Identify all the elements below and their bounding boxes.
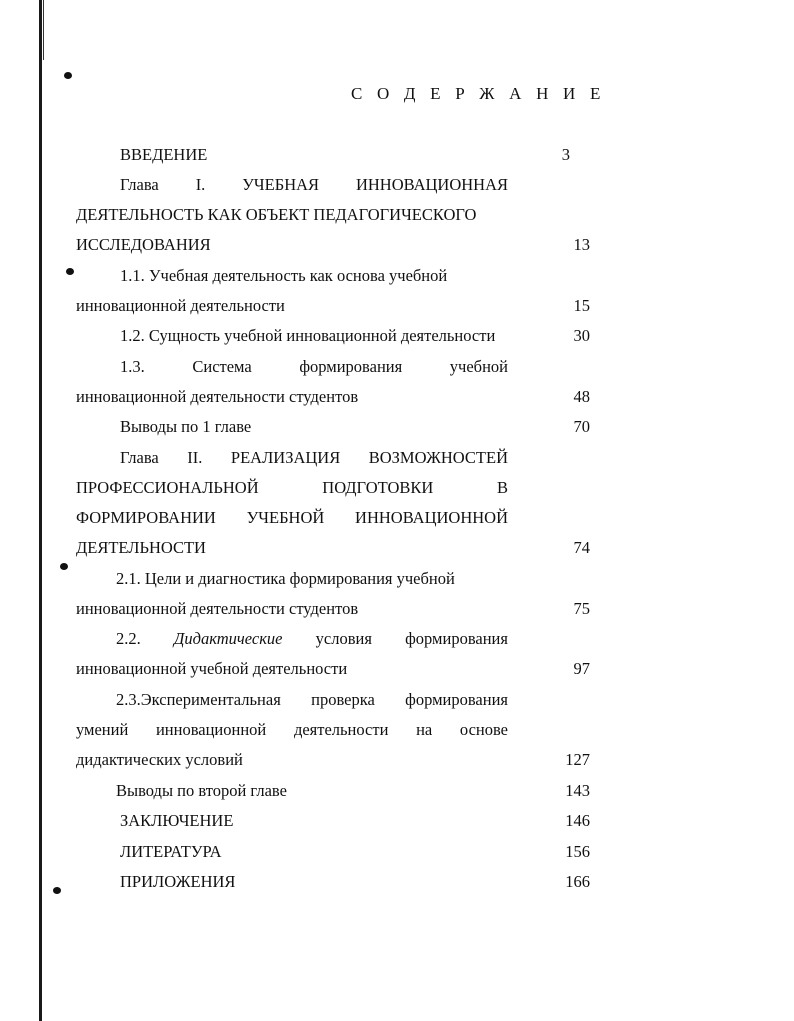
toc-word: 2.3.Экспериментальная	[116, 690, 281, 709]
toc-entry-section-1-2: 1.2. Сущность учебной инновационной деятельности	[120, 326, 496, 345]
toc-entry-conclusions-1: Выводы по 1 главе	[120, 417, 252, 436]
toc-word: деятельности	[293, 720, 389, 739]
toc-word: РЕАЛИЗАЦИЯ	[230, 448, 341, 467]
toc-word: 2.2.	[116, 629, 141, 648]
toc-entry-section-2-3	[116, 690, 508, 710]
toc-word: I.	[195, 175, 206, 194]
toc-entry-chapter-2-line4: ДЕЯТЕЛЬНОСТИ	[76, 538, 206, 557]
toc-page-number: 127	[565, 750, 590, 769]
toc-word: формирования	[405, 690, 508, 709]
toc-entry-chapter-1-line3: ИССЛЕДОВАНИЯ	[76, 235, 211, 254]
page-title: С О Д Е Р Ж А Н И Е	[351, 84, 606, 103]
toc-entry-chapter-2-line3	[76, 508, 508, 528]
toc-word: ПОДГОТОВКИ	[322, 478, 434, 497]
toc-word: проверка	[311, 690, 375, 709]
toc-page-number: 30	[573, 326, 590, 345]
toc-page-number: 143	[565, 781, 590, 800]
toc-word: В	[496, 478, 508, 497]
toc-entry-section-1-1-line2: инновационной деятельности	[76, 296, 285, 315]
toc-entry-appendix: ПРИЛОЖЕНИЯ	[120, 872, 236, 891]
toc-page-number: 166	[565, 872, 590, 891]
toc-word: формирования	[405, 629, 508, 648]
punch-hole-mark	[66, 268, 74, 275]
scan-edge-line	[43, 0, 44, 60]
toc-page-number: 74	[573, 538, 590, 557]
toc-entry-conclusion: ЗАКЛЮЧЕНИЕ	[120, 811, 234, 830]
toc-entry-chapter-2	[120, 448, 508, 468]
toc-entry-intro: ВВЕДЕНИЕ	[120, 145, 208, 164]
toc-page-number: 156	[565, 842, 590, 861]
toc-entry-chapter-2-line2	[76, 478, 508, 498]
toc-word: Система	[192, 357, 252, 376]
toc-word: ИННОВАЦИОННОЙ	[355, 508, 508, 527]
toc-page-number: 13	[573, 235, 590, 254]
toc-page-number: 3	[561, 145, 570, 164]
toc-word: II.	[187, 448, 203, 467]
toc-entry-literature: ЛИТЕРАТУРА	[120, 842, 222, 861]
toc-page-number: 146	[565, 811, 590, 830]
toc-word: ФОРМИРОВАНИИ	[76, 508, 216, 527]
toc-entry-section-1-3-line2: инновационной деятельности студентов	[76, 387, 359, 406]
toc-word: инновационной	[155, 720, 267, 739]
toc-entry-section-2-3-line3: дидактических условий	[76, 750, 243, 769]
toc-entry-section-1-3	[120, 357, 508, 377]
toc-page-number: 70	[573, 417, 590, 436]
toc-entry-chapter-1	[120, 175, 508, 195]
toc-page-number: 75	[573, 599, 590, 618]
toc-word: Дидактические	[173, 629, 283, 648]
toc-entry-section-2-2	[116, 629, 508, 649]
toc-word: УЧЕБНОЙ	[246, 508, 325, 527]
toc-page-number: 48	[573, 387, 590, 406]
toc-word: ПРОФЕССИОНАЛЬНОЙ	[76, 478, 259, 497]
toc-entry-section-2-1: 2.1. Цели и диагностика формирования учебной	[116, 569, 455, 588]
toc-entry-conclusions-2: Выводы по второй главе	[116, 781, 287, 800]
toc-page-number: 15	[573, 296, 590, 315]
toc-entry-chapter-1-line2: ДЕЯТЕЛЬНОСТЬ КАК ОБЪЕКТ ПЕДАГОГИЧЕСКОГО	[76, 205, 477, 224]
scan-edge-line	[39, 0, 42, 1021]
toc-word: условия	[315, 629, 372, 648]
toc-entry-section-1-1: 1.1. Учебная деятельность как основа учебной	[120, 266, 448, 285]
toc-word: умений	[76, 720, 129, 739]
toc-word: на	[416, 720, 433, 739]
toc-word: формирования	[299, 357, 403, 376]
toc-word: учебной	[449, 357, 508, 376]
toc-entry-section-2-2-line2: инновационной учебной деятельности	[76, 659, 348, 678]
punch-hole-mark	[53, 887, 61, 894]
toc-word: Глава	[120, 448, 159, 467]
toc-word: 1.3.	[120, 357, 145, 376]
toc-word: УЧЕБНАЯ	[242, 175, 320, 194]
toc-entry-section-2-1-line2: инновационной деятельности студентов	[76, 599, 359, 618]
toc-word: ВОЗМОЖНОСТЕЙ	[368, 448, 508, 467]
toc-word: ИННОВАЦИОННАЯ	[355, 175, 508, 194]
toc-word: Глава	[120, 175, 159, 194]
punch-hole-mark	[60, 563, 68, 570]
toc-page-number: 97	[573, 659, 590, 678]
toc-entry-section-2-3-line2	[76, 720, 508, 740]
punch-hole-mark	[64, 72, 72, 79]
toc-word: основе	[459, 720, 508, 739]
